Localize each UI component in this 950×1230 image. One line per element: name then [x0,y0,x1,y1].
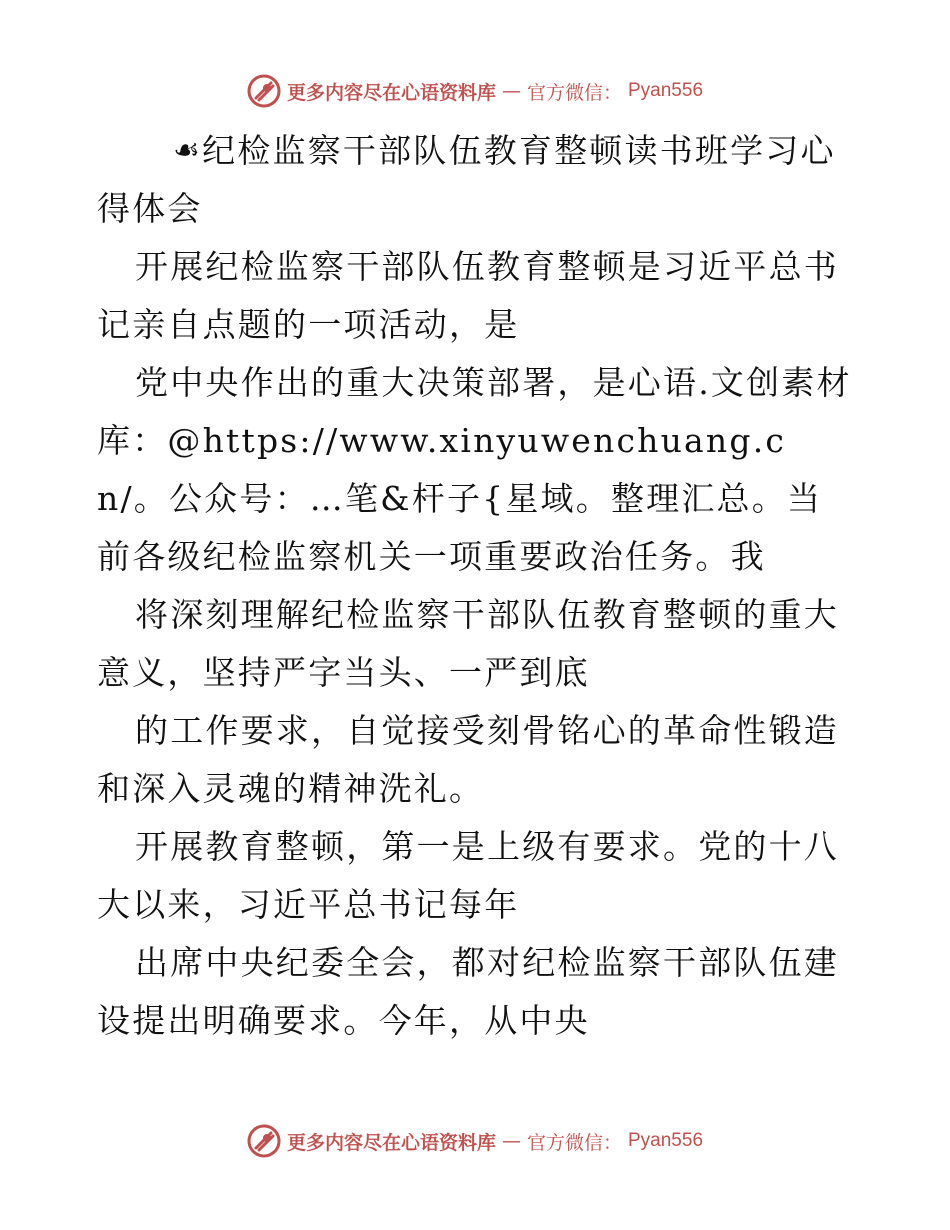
watermark-footer [0,1124,950,1158]
watermark-wechat-id: Pyan556 [628,1130,704,1151]
watermark-separator: — [501,80,521,102]
paragraph-2: 党中央作出的重大决策部署，是心语.文创素材库：@https://www.xinyuwenchuang.cn/。公众号：…笔&杆子{星域。整理汇总。当前各级纪检监察机关一项重要政治任务。我 [97,363,852,576]
document-body [97,122,857,1050]
watermark-wechat-label: 官方微信： [526,1131,622,1154]
watermark-brand-text: 更多内容尽在心语资料库 [286,1131,496,1154]
paragraph-3: 将深刻理解纪检监察干部队伍教育整顿的重大意义，坚持严字当头、一严到底 [97,595,839,692]
seal-logo-icon [247,74,281,108]
paragraph-5: 开展教育整顿，第一是上级有要求。党的十八大以来，习近平总书记每年 [97,827,839,924]
paragraph-6: 出席中央纪委全会，都对纪检监察干部队伍建设提出明确要求。今年，从中央 [97,943,839,1040]
watermark-header [0,74,950,108]
watermark-separator: — [501,1130,521,1152]
paragraph-4: 的工作要求，自觉接受刻骨铭心的革命性锻造和深入灵魂的精神洗礼。 [97,711,839,808]
document-title [97,122,857,238]
paragraph-1: 开展纪检监察干部队伍教育整顿是习近平总书记亲自点题的一项活动，是 [97,247,839,344]
watermark-wechat-id: Pyan556 [628,80,704,101]
document-title-text: 纪检监察干部队伍教育整顿读书班学习心得体会 [97,131,836,228]
hand-pointing-icon: ☙ [173,133,203,168]
watermark-brand-text: 更多内容尽在心语资料库 [286,81,496,104]
seal-logo-icon [247,1124,281,1158]
watermark-wechat-label: 官方微信： [526,81,622,104]
